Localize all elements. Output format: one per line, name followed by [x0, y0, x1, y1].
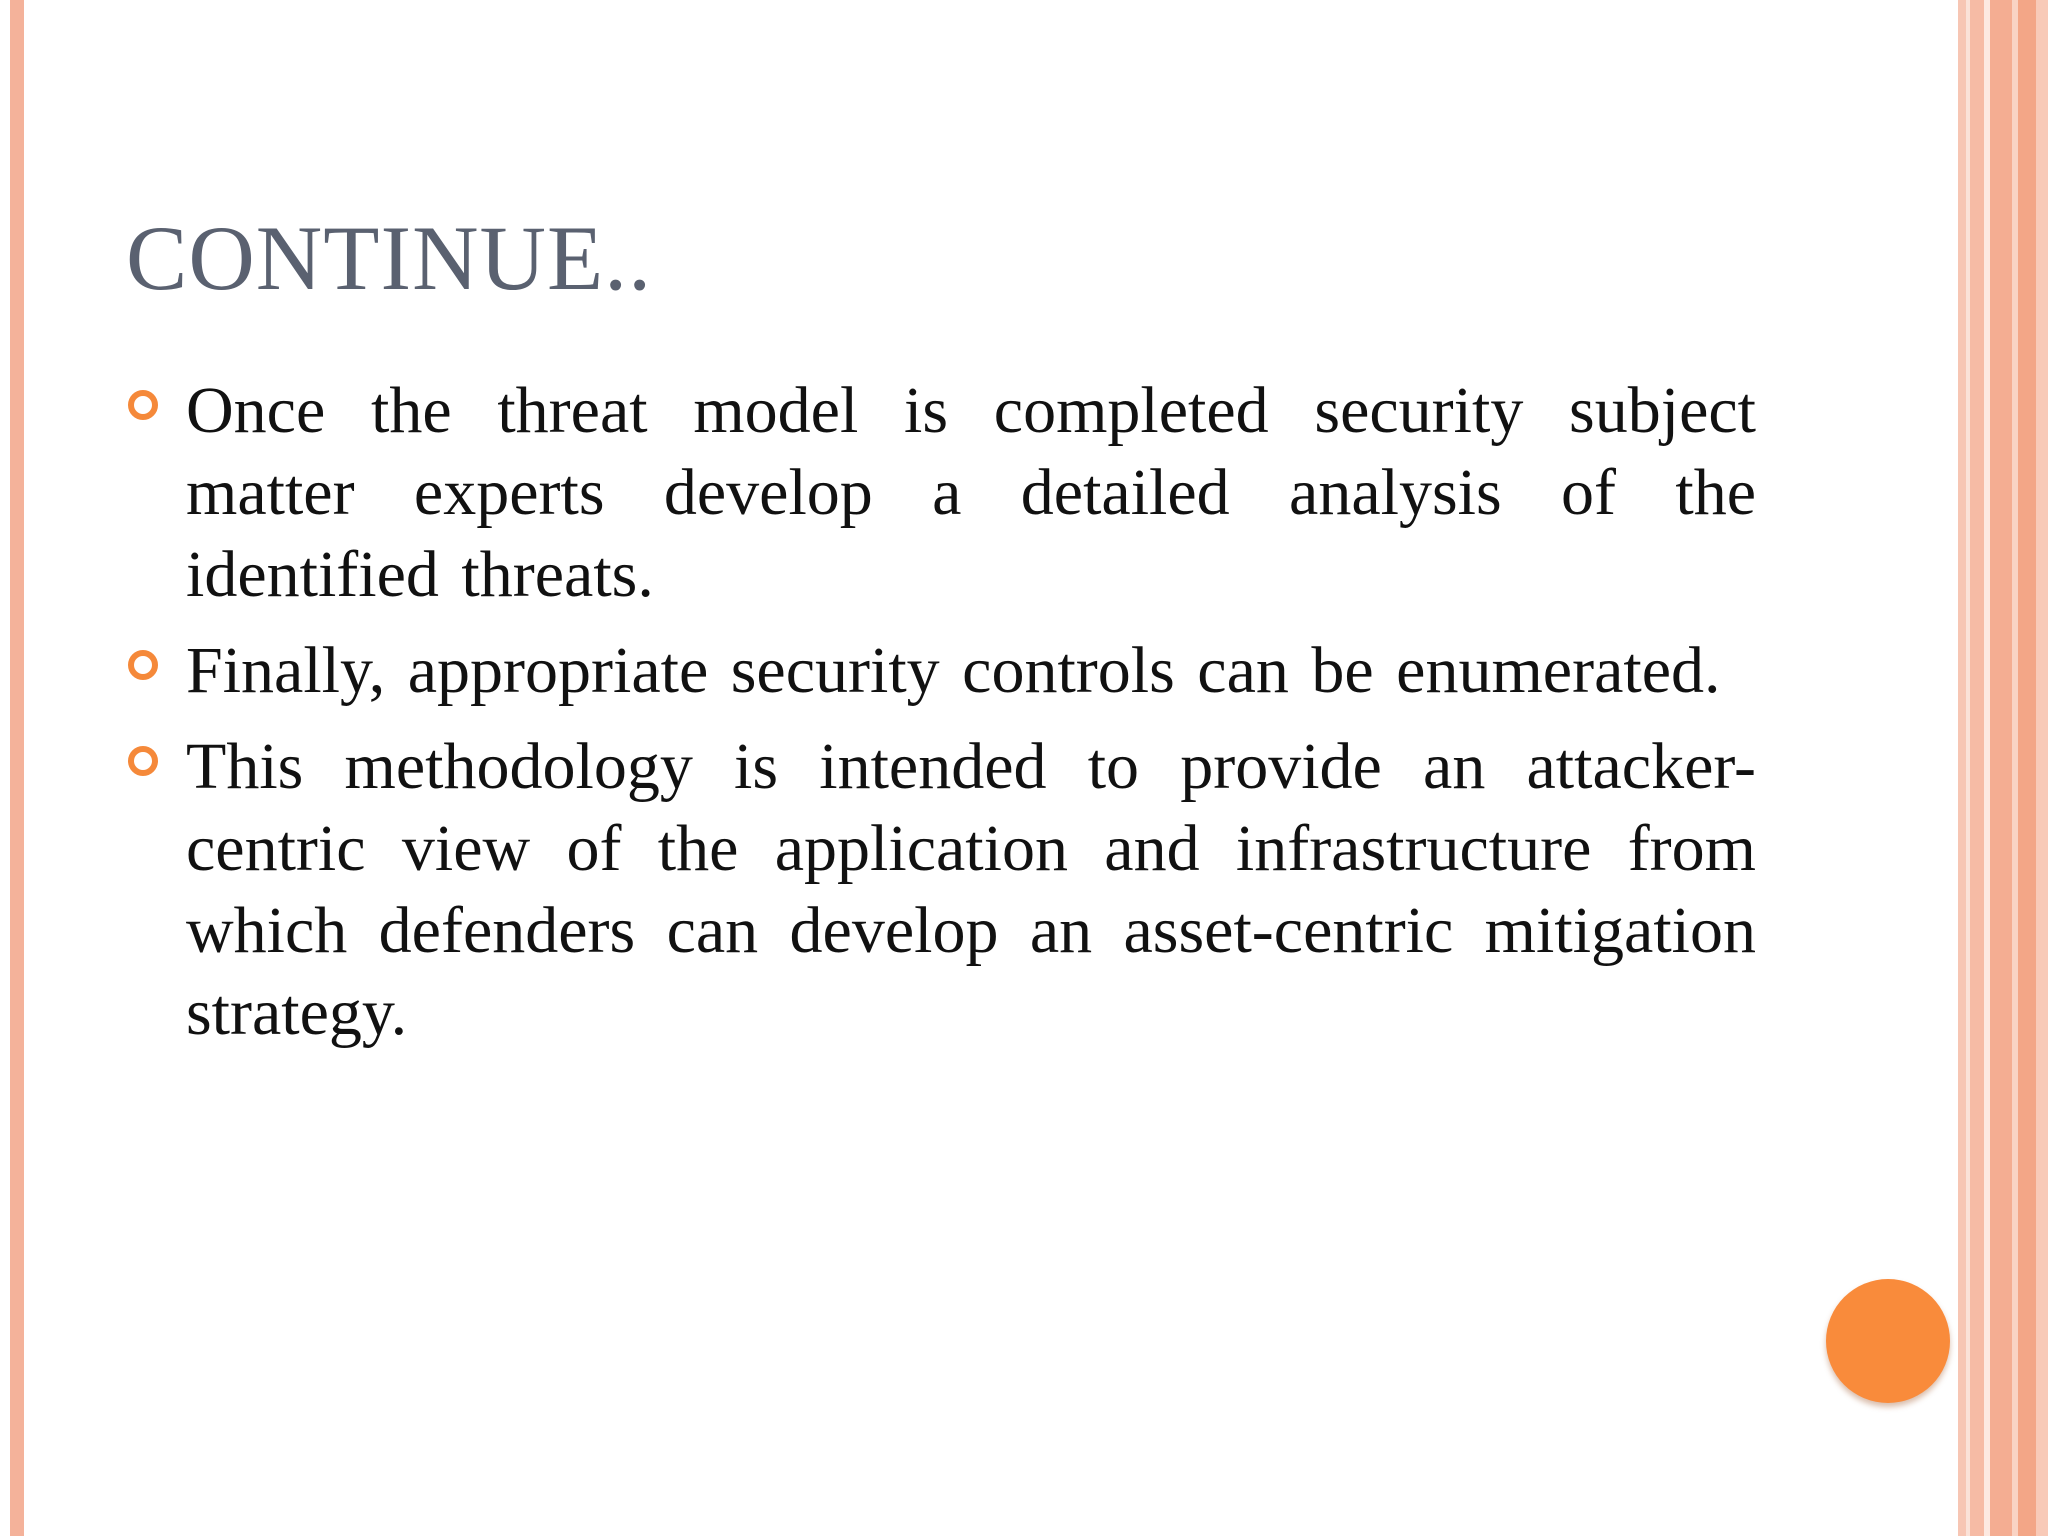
- slide-title: CONTINUE..: [126, 207, 653, 309]
- right-stripe: [2036, 0, 2048, 1536]
- right-border-stripes: [1958, 0, 2048, 1536]
- hollow-circle-bullet-icon: [128, 390, 158, 420]
- right-stripe: [1958, 0, 1966, 1536]
- bullet-item: [126, 630, 1756, 712]
- hollow-circle-bullet-icon: [128, 650, 158, 680]
- right-stripe: [1970, 0, 1984, 1536]
- orange-circle-icon[interactable]: [1826, 1279, 1950, 1403]
- bullet-item: [126, 370, 1756, 616]
- bullet-list: [126, 370, 1756, 1068]
- right-stripe: [2018, 0, 2036, 1536]
- bullet-text: This methodology is intended to provide an attacker-centric view of the application and infrastructure from which defenders can develop an asset-centric mitigation strategy.: [186, 730, 1756, 1049]
- bullet-item: [126, 726, 1756, 1054]
- right-stripe: [1990, 0, 2012, 1536]
- bullet-text: Finally, appropriate security controls can be enumerated.: [186, 634, 1721, 707]
- bullet-text: Once the threat model is completed security subject matter experts develop a detailed analysis of the identified threats.: [186, 374, 1756, 611]
- hollow-circle-bullet-icon: [128, 746, 158, 776]
- left-border-stripe: [10, 0, 24, 1536]
